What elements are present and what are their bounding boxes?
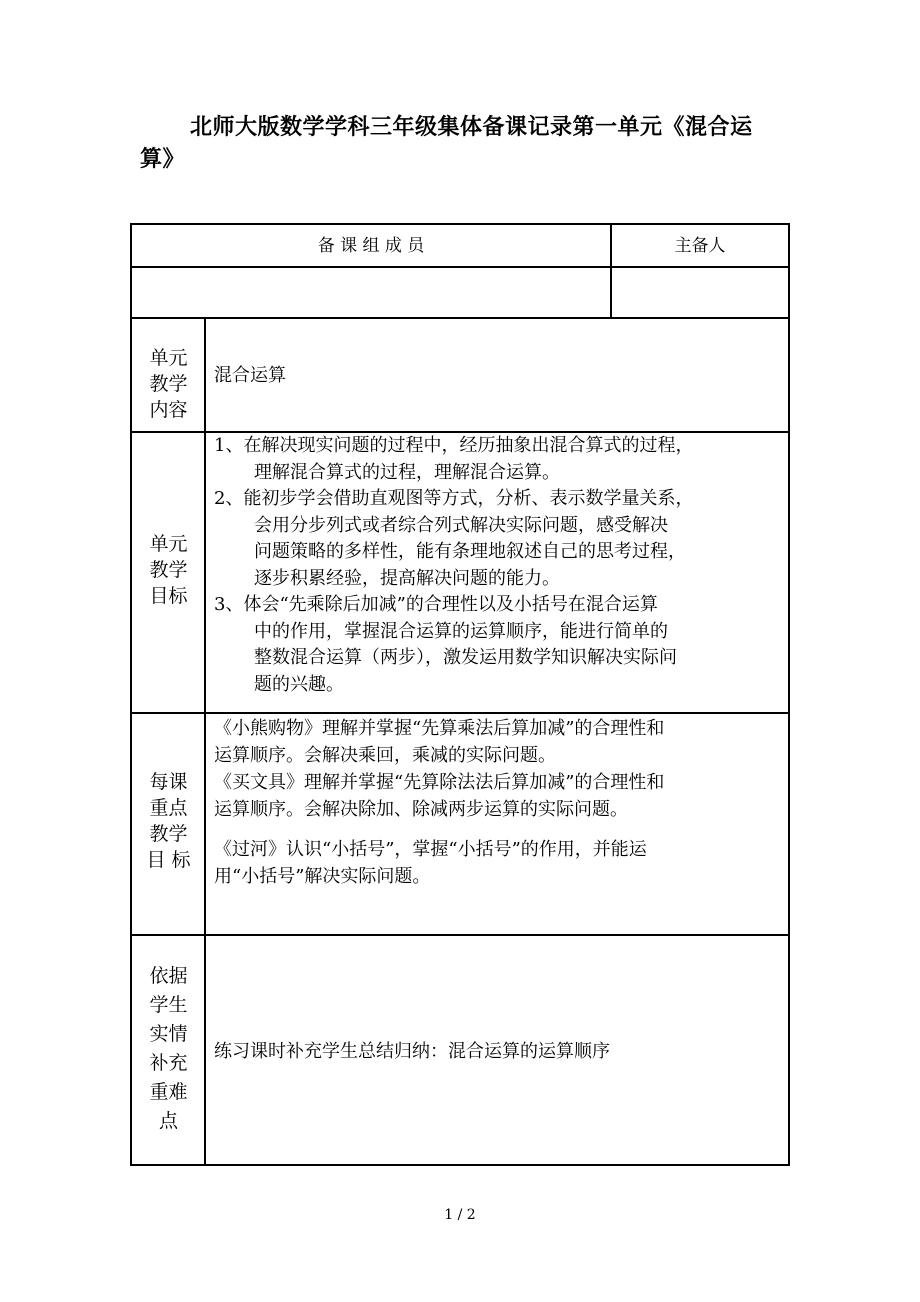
supplement-value: 练习课时补充学生总结归纳：混合运算的运算顺序 [214,1041,610,1062]
unit-goals-label: 单元 教学 目标 [149,533,188,607]
unit-content-value: 混合运算 [214,365,286,386]
lead-preparer-header: 主备人 [674,236,726,256]
unit-content-label: 单元 教学 内容 [149,347,188,421]
supplement-label: 依据 学生 实情 补充 重难 点 [149,965,188,1132]
goal-item: 2、能初步学会借助直观图等方式，分析、表示数学量关系， 会用分步列式或者综合列式解决实际问题，感受解决 问题策略的多样性，能有条理地叙述自己的思考过程， 逐步积累经验，提高解决问题的能力。 [214,488,694,589]
lesson-goal-paragraph: 《过河》认识“小括号”，掌握“小括号”的作用，并能运 用“小括号”解决实际问题。 [214,839,647,887]
row-line [132,712,788,714]
goal-item: 1、在解决现实问题的过程中，经历抽象出混合算式的过程， 理解混合算式的过程，理解混合运算。 [214,435,694,483]
row-line [132,266,788,268]
lesson-goals-text [214,715,784,890]
lead-preparer-value-cell [612,271,788,315]
row-line [132,317,788,319]
row-line [132,934,788,936]
lesson-goal-paragraph: 《买文具》理解并掌握“先算除法法后算加减”的合理性和 运算顺序。会解决除加、除减两步运算的实际问题。 [214,772,665,820]
document-title: 北师大版数学学科三年级集体备课记录第一单元《混合运算》 [140,115,753,172]
goal-item: 3、体会“先乘除后加减”的合理性以及小括号在混合运算 中的作用，掌握混合运算的运算顺序，能进行简单的 整数混合运算（两步），激发运用数学知识解决实际问 题的兴趣。 [214,594,677,695]
lesson-goals-label: 每课 重点 教学 目 标 [146,771,191,871]
lesson-goal-paragraph: 《小熊购物》理解并掌握“先算乘法后算加减”的合理性和 运算顺序。会解决乘回，乘减的实际问题。 [214,718,665,766]
members-value-cell [132,271,610,315]
members-header: 备 课 组 成 员 [317,236,425,256]
unit-goals-list [214,433,784,698]
lesson-plan-table [130,223,790,1166]
page-number: 1 / 2 [444,1207,476,1223]
